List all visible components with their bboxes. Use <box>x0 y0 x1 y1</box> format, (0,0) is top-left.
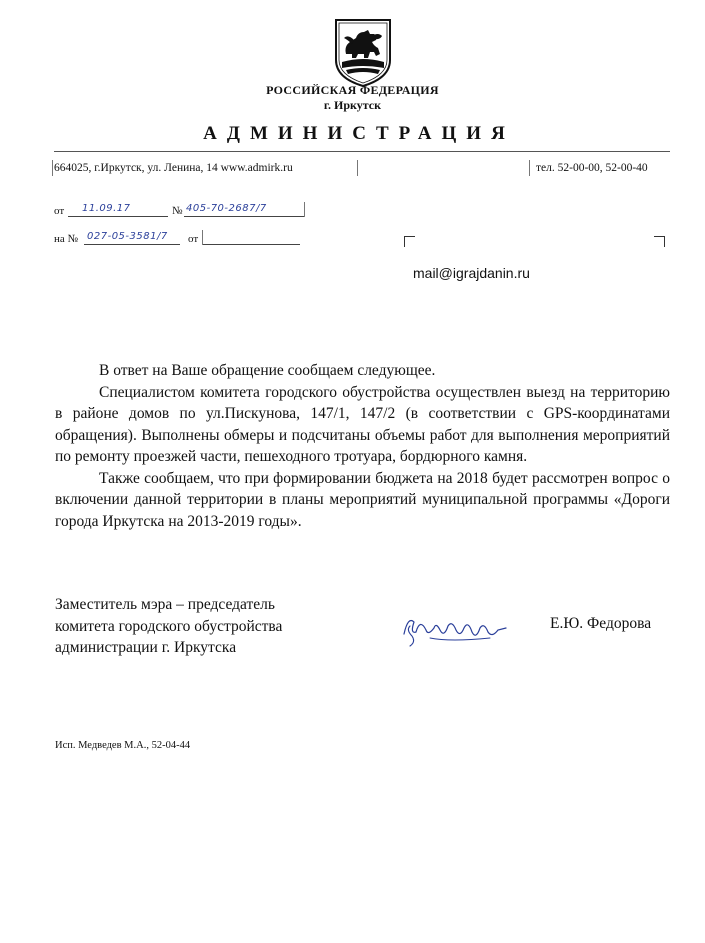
addressee-corner-left <box>404 236 415 247</box>
signatory-name: Е.Ю. Федорова <box>550 615 652 632</box>
position-line: администрации г. Иркутска <box>55 639 237 656</box>
organization-title: АДМИНИСТРАЦИЯ <box>203 123 515 144</box>
number-underline <box>184 216 304 217</box>
body-paragraph: Также сообщаем, что при формировании бюджета на 2018 будет рассмотрен вопрос о включении данной территории в планы мероприятий муниципальной программы «Дороги города Иркутска на 2013-2019 годы». <box>55 469 670 530</box>
header-divider <box>54 151 670 152</box>
date-value: 11.09.17 <box>82 203 131 214</box>
city-name: г. Иркутск <box>323 98 382 112</box>
address-right-bar <box>529 160 530 176</box>
reply-date-start-bar <box>202 230 203 245</box>
reply-label: на № <box>54 233 79 245</box>
reply-date-underline <box>202 244 300 245</box>
reply-number-underline <box>84 244 180 245</box>
body-paragraph: Специалистом комитета городского обустройства осуществлен выезд на территорию в районе домов по ул.Пискунова, 147/1, 147/2 (в соответствии с GPS-координатами обращения). Выполнены обмеры и подсчитаны объемы работ для выполнения мероприятий по ремонту проезжей части, пешеходного тротуара, бордюрного камня. <box>55 383 670 465</box>
position-line: комитета городского обустройства <box>55 617 283 635</box>
reply-number-value: 027-05-3581/7 <box>87 231 168 242</box>
signatory-position <box>55 594 282 659</box>
letter-body <box>55 360 670 532</box>
irkutsk-coat-of-arms-icon <box>334 18 392 88</box>
number-label: № <box>172 205 183 217</box>
number-end-bar <box>304 202 305 217</box>
address-text: 664025, г.Иркутск, ул. Ленина, 14 www.admirk.ru <box>54 162 293 174</box>
number-value: 405-70-2687/7 <box>186 203 267 214</box>
date-label: от <box>54 205 65 217</box>
position-line: Заместитель мэра – председатель <box>55 596 275 613</box>
handwritten-signature <box>400 608 510 650</box>
address-left-bar <box>52 160 53 176</box>
phone-numbers: тел. 52-00-00, 52-00-40 <box>536 162 648 174</box>
recipient-email: mail@igrajdanin.ru <box>413 265 530 281</box>
body-paragraph: В ответ на Ваше обращение сообщаем следующее. <box>99 362 436 379</box>
date-underline <box>68 216 168 217</box>
reply-date-label: от <box>188 233 199 245</box>
executor-info: Исп. Медведев М.А., 52-04-44 <box>55 740 191 751</box>
addressee-corner-right <box>654 236 665 247</box>
country-name: РОССИЙСКАЯ ФЕДЕРАЦИЯ <box>266 83 439 97</box>
address-middle-bar <box>357 160 358 176</box>
